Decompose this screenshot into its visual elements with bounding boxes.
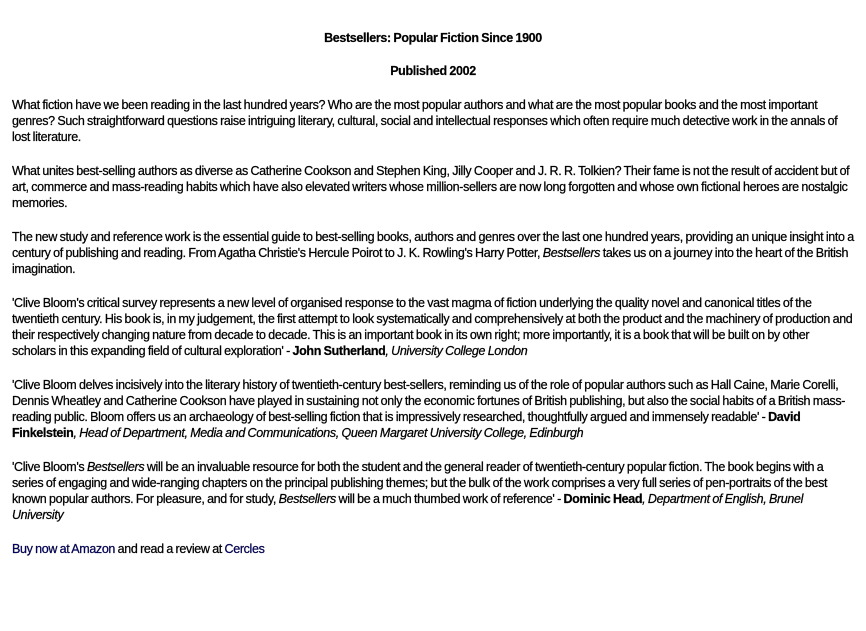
reviewer-affiliation: , Department of English, Brunel University [12, 492, 804, 522]
review-quote-text: 'Clive Bloom delves incisively into the literary history of twentieth-century best-sellers, reminding us of the role of popular authors such as Hall Caine, Marie Corelli, Dennis Wheatley and Catherine Cookson have played in sustaining not only the economic fortunes of British publishing, but also the social habits of a British mass-reading public. Bloom offers us an archaeology of best-selling fiction that is impressively researched, thoughtfully argued and immensely readable' - [12, 378, 846, 424]
book-title-italic: Bestsellers [542, 246, 601, 260]
intro-paragraph-1: What fiction have we been reading in the last hundred years? Who are the most popular authors and what are the most popular books and the most important genres? Such straightforward questions raise intriguing literary, cultural, social and intellectual responses which often require much detective work in the annals of lost literature. [12, 98, 838, 144]
reviewer-name: John Sutherland [292, 344, 386, 358]
review-quote-text-start: 'Clive Bloom's [12, 460, 87, 474]
buy-amazon-link[interactable]: Buy now at Amazon [12, 542, 116, 556]
book-title-italic: Bestsellers [278, 492, 336, 506]
review-quote-text: 'Clive Bloom's critical survey represents a new level of organised response to the vast magma of fiction underlying the quality novel and canonical titles of the twentieth century. His book is, in my judgement, the first attempt to look systematically and comprehensively at both the product and the machinery of production and their respectively changing nature from decade to decade. This is an important book in its own right; more importantly, it is a book that will be built on by other scholars in this expanding field of cultural exploration' - [12, 296, 853, 358]
intro-paragraph-3 [12, 229, 854, 277]
page-title: Bestsellers: Popular Fiction Since 1900 [324, 31, 542, 45]
review-quote-text-mid: will be an invaluable resource for both the student and the general reader of twentieth-century popular fiction. The book begins with a series of engaging and wide-ranging chapters on the principal publishing themes; but the bulk of the work comprises a very full series of pen-portraits of the best known popular authors. For pleasure, and for study, [12, 460, 828, 506]
review-quote-text-end: will be a much thumbed work of reference' - [335, 492, 564, 506]
book-title-italic: Bestsellers [86, 460, 145, 474]
buy-line-middle-text: and read a review at [115, 542, 225, 556]
review-quote-sutherland [12, 295, 854, 359]
reviewer-name: Dominic Head [563, 492, 643, 506]
cercles-review-link[interactable]: Cercles [224, 542, 265, 556]
reviewer-affiliation: , Head of Department, Media and Communications, Queen Margaret University College, Edinburgh [73, 426, 584, 440]
buy-line [12, 541, 854, 557]
reviewer-affiliation: , University College London [385, 344, 528, 358]
review-quote-head [12, 459, 854, 523]
review-quote-finkelstein [12, 377, 854, 441]
intro-paragraph-2: What unites best-selling authors as diverse as Catherine Cookson and Stephen King, Jilly Cooper and J. R. R. Tolkien? Their fame is not the result of accident but of art, commerce and mass-reading habits which have also elevated writers whose million-sellers are now long forgotten and whose own fictional heroes are nostalgic memories. [12, 164, 850, 210]
intro-p3-text-after: takes us on a journey into the heart of the British imagination. [12, 246, 849, 276]
published-date: Published 2002 [390, 64, 476, 78]
reviewer-name: David Finkelstein [12, 410, 801, 440]
intro-p3-text-before: The new study and reference work is the essential guide to best-selling books, authors and genres over the last one hundred years, providing an unique insight into a century of publishing and reading. From Agatha Christie's Hercule Poirot to J. K. Rowling's Harry Potter, [12, 230, 854, 260]
